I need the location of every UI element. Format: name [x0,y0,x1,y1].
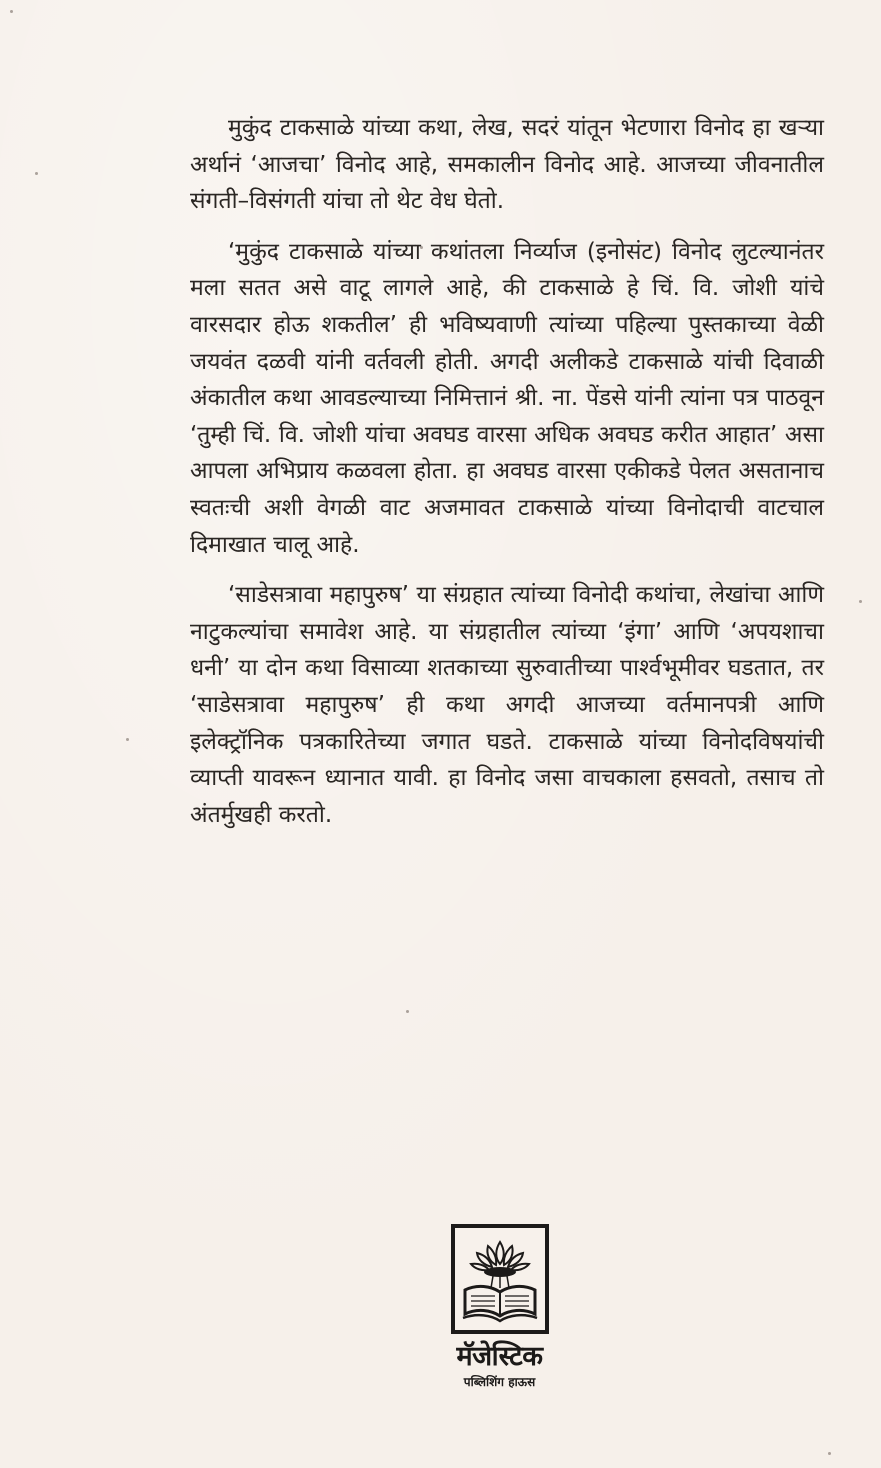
paper-speck [859,600,862,603]
blurb-paragraph-3: ‘साडेसत्रावा महापुरुष’ या संग्रहात त्यांच्या विनोदी कथांचा, लेखांचा आणि नाटुकल्यांचा समावेश आहे. या संग्रहातील त्यांच्या ‘इंगा’ आणि ‘अपयशाचा धनी’ या दोन कथा विसाव्या शतकाच्या सुरुवातीच्या पार्श्वभूमीवर घडतात, तर ‘साडेसत्रावा महापुरुष’ ही कथा अगदी आजच्या वर्तमानपत्री आणि इलेक्ट्रॉनिक पत्रकारितेच्या जगात घडते. टाकसाळे यांच्या विनोदविषयांची व्याप्ती यावरून ध्यानात यावी. हा विनोद जसा वाचकाला हसवतो, तसाच तो अंतर्मुखही करतो. [190,582,824,828]
publisher-name: मॅजेस्टिक [456,1341,543,1372]
publisher-logo [437,1224,562,1390]
paper-speck [406,1010,409,1013]
blurb-paragraph-2: ‘मुकुंद टाकसाळे यांच्या कथांतला निर्व्याज (इनोसंट) विनोद लुटल्यानंतर मला सतत असे वाटू लागले आहे, की टाकसाळे हे चिं. वि. जोशी यांचे वारसदार होऊ शकतील’ ही भविष्यवाणी त्यांच्या पहिल्या पुस्तकाच्या वेळी जयवंत दळवी यांनी वर्तवली होती. अगदी अलीकडे टाकसाळे यांची दिवाळी अंकातील कथा आवडल्याच्या निमित्तानं श्री. ना. पेंडसे यांनी त्यांना पत्र पाठवून ‘तुम्ही चिं. वि. जोशी यांचा अवघड वारसा अधिक अवघड करीत आहात’ असा आपला अभिप्राय कळवला होता. हा अवघड वारसा एकीकडे पेलत असतानाच स्वतःची अशी वेगळी वाट अजमावत टाकसाळे यांच्या विनोदाची वाटचाल दिमाखात चालू आहे. [190,238,824,558]
blurb-paragraph-1: मुकुंद टाकसाळे यांच्या कथा, लेख, सदरं यांतून भेटणारा विनोद हा खऱ्या अर्थानं ‘आजचा’ विनोद आहे, समकालीन विनोद आहे. आजच्या जीवनातील संगती–विसंगती यांचा तो थेट वेध घेतो. [190,115,824,215]
paper-speck [126,738,129,741]
paper-speck [35,172,38,175]
open-book-with-lotus-icon [451,1224,549,1334]
back-cover-blurb [190,110,824,847]
publisher-subtitle: पब्लिशिंग हाऊस [463,1375,536,1389]
paper-speck [828,1452,831,1455]
paper-speck [10,10,13,13]
